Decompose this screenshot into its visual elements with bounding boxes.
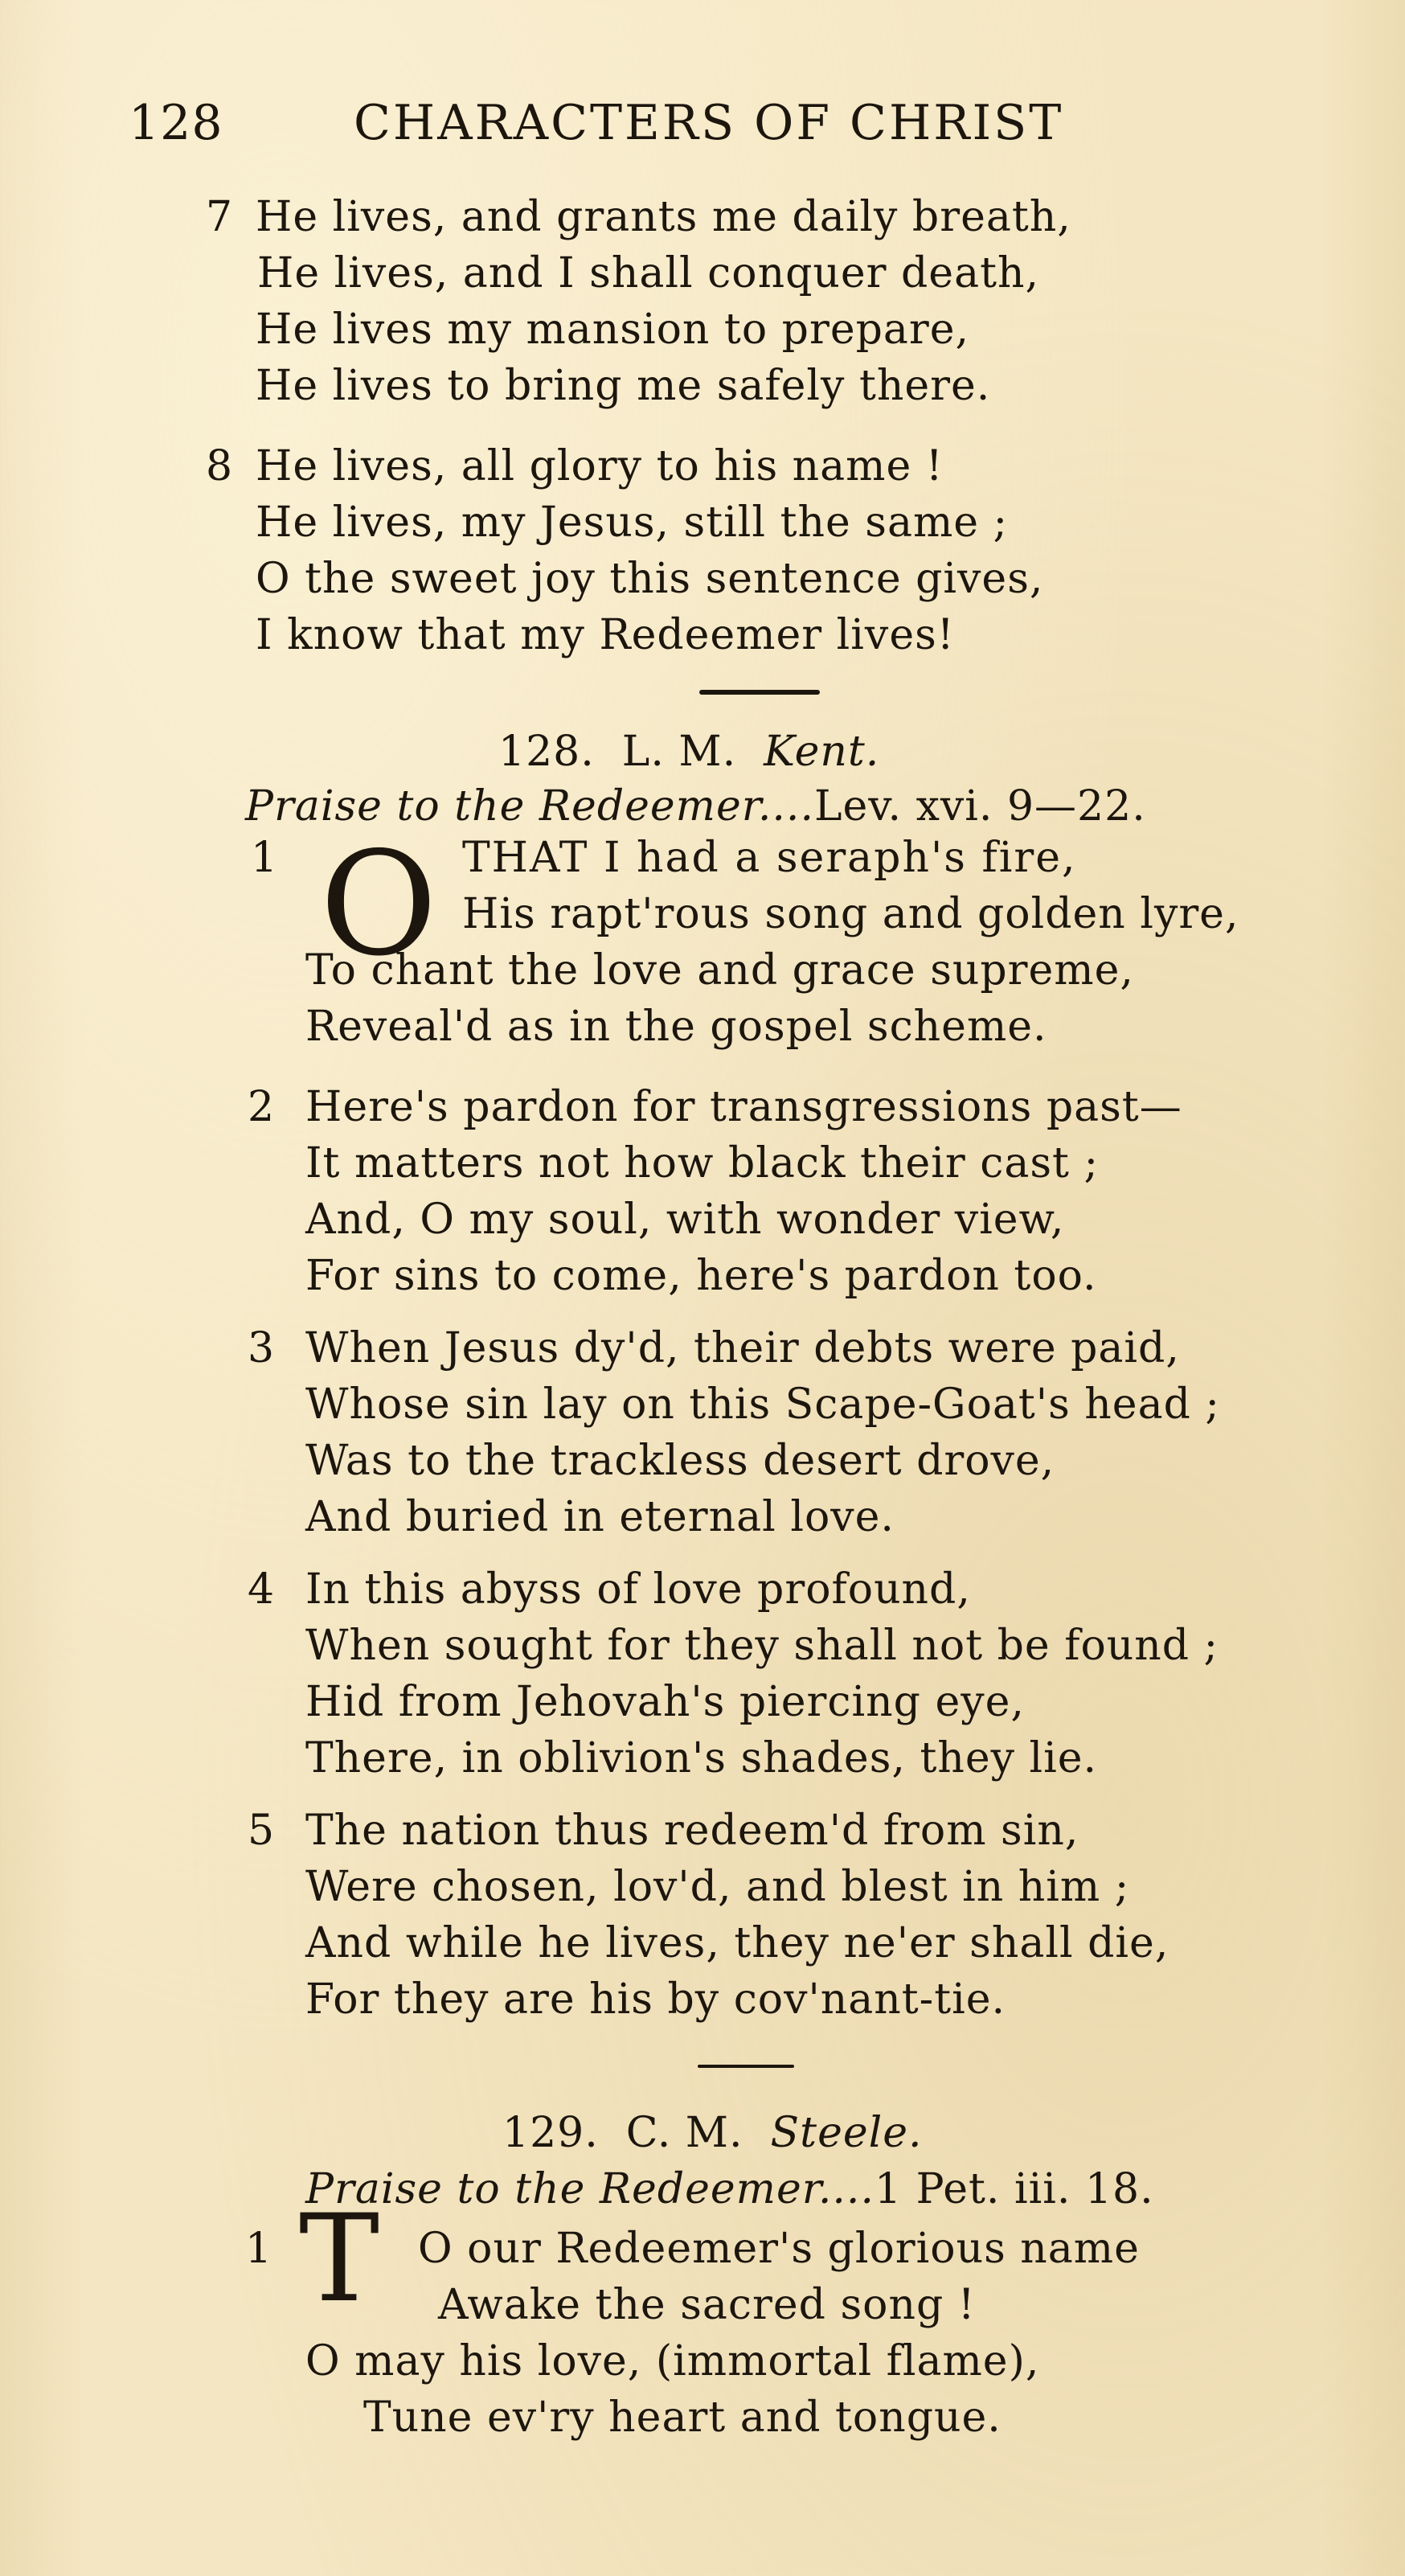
hymn-author: Steele. xyxy=(770,2109,923,2157)
verse-line: He lives, and I shall conquer death, xyxy=(257,249,1039,297)
verse-number: 1 xyxy=(251,834,278,882)
verse-line: O the sweet joy this sentence gives, xyxy=(256,555,1044,603)
verse-line: THAT I had a seraph's fire, xyxy=(462,834,1077,882)
verse-4 xyxy=(248,1561,1219,1786)
hymn-meter: L. M. xyxy=(621,728,737,776)
verse-number: 3 xyxy=(248,1324,275,1372)
verse-number: 4 xyxy=(248,1565,275,1614)
verse-number: 7 xyxy=(206,193,233,241)
verse-line: Whose sin lay on this Scape-Goat's head ; xyxy=(305,1380,1220,1429)
verse-line: And, O my soul, with wonder view, xyxy=(305,1196,1065,1244)
verse-line: Here's pardon for transgressions past— xyxy=(305,1083,1182,1131)
verse-line: O may his love, (immortal flame), xyxy=(305,2337,1040,2385)
drop-cap: T xyxy=(299,2189,380,2329)
verse-line: And while he lives, they ne'er shall die, xyxy=(305,1919,1169,1967)
verse-line: And buried in eternal love. xyxy=(305,1493,895,1541)
verse-line: He lives, and grants me daily breath, xyxy=(256,193,1071,241)
page-number: 128 xyxy=(129,95,223,151)
hymn-author: Kent. xyxy=(764,728,880,776)
verse-number: 1 xyxy=(245,2225,272,2273)
verse-3 xyxy=(248,1320,1220,1545)
verse-5 xyxy=(248,1803,1169,2028)
hymn-number: 129. xyxy=(502,2109,599,2157)
scripture-reference: 1 Pet. iii. 18. xyxy=(875,2165,1154,2213)
running-header xyxy=(129,95,1141,159)
verse-8 xyxy=(206,438,1044,663)
section-divider xyxy=(698,2065,794,2068)
verse-2 xyxy=(248,1079,1182,1304)
verse-line: His rapt'rous song and golden lyre, xyxy=(462,890,1239,938)
hymn-subject: Praise to the Redeemer.... xyxy=(245,782,814,831)
verse-line: He lives to bring me safely there. xyxy=(256,362,991,410)
verse-line: He lives, all glory to his name ! xyxy=(256,442,944,490)
verse-line: For they are his by cov'nant-tie. xyxy=(305,1975,1006,2024)
running-head-title: CHARACTERS OF CHRIST xyxy=(354,95,1064,151)
hymn-subject: Praise to the Redeemer.... xyxy=(305,2165,875,2213)
drop-cap: O xyxy=(320,821,437,987)
verse-line: Tune ev'ry heart and tongue. xyxy=(363,2393,1002,2442)
hymn-number: 128. xyxy=(498,728,595,776)
verse-line: In this abyss of love profound, xyxy=(305,1565,971,1614)
verse-line: When Jesus dy'd, their debts were paid, xyxy=(305,1324,1180,1372)
verse-line: Awake the sacred song ! xyxy=(438,2281,976,2329)
verse-line: I know that my Redeemer lives! xyxy=(256,611,955,659)
verse-number: 5 xyxy=(248,1807,275,1855)
verse-7 xyxy=(206,189,1071,414)
verse-line: When sought for they shall not be found ; xyxy=(305,1622,1219,1670)
hymn-meter: C. M. xyxy=(625,2109,743,2157)
hymn-128-heading xyxy=(498,724,1405,780)
hymn-129-heading xyxy=(502,2105,1405,2161)
verse-line: It matters not how black their cast ; xyxy=(305,1139,1099,1188)
verse-line: He lives, my Jesus, still the same ; xyxy=(256,498,1009,547)
verse-line: Reveal'd as in the gospel scheme. xyxy=(305,1003,1047,1051)
verse-line: Was to the trackless desert drove, xyxy=(305,1437,1055,1485)
verse-number: 8 xyxy=(206,442,233,490)
verse-number: 2 xyxy=(248,1083,275,1131)
verse-line: He lives my mansion to prepare, xyxy=(256,306,970,354)
verse-line: To chant the love and grace supreme, xyxy=(305,946,1134,995)
verse-line: For sins to come, here's pardon too. xyxy=(305,1252,1097,1300)
verse-line: Hid from Jehovah's piercing eye, xyxy=(305,1678,1025,1726)
verse-line: There, in oblivion's shades, they lie. xyxy=(305,1734,1098,1782)
section-divider xyxy=(699,690,820,695)
verse-line: O our Redeemer's glorious name xyxy=(418,2225,1140,2273)
verse-line: Were chosen, lov'd, and blest in him ; xyxy=(305,1863,1130,1911)
verse-line: The nation thus redeem'd from sin, xyxy=(305,1807,1079,1855)
scripture-reference: Lev. xvi. 9—22. xyxy=(814,782,1146,831)
hymn-129-subject-line xyxy=(305,2161,1154,2217)
